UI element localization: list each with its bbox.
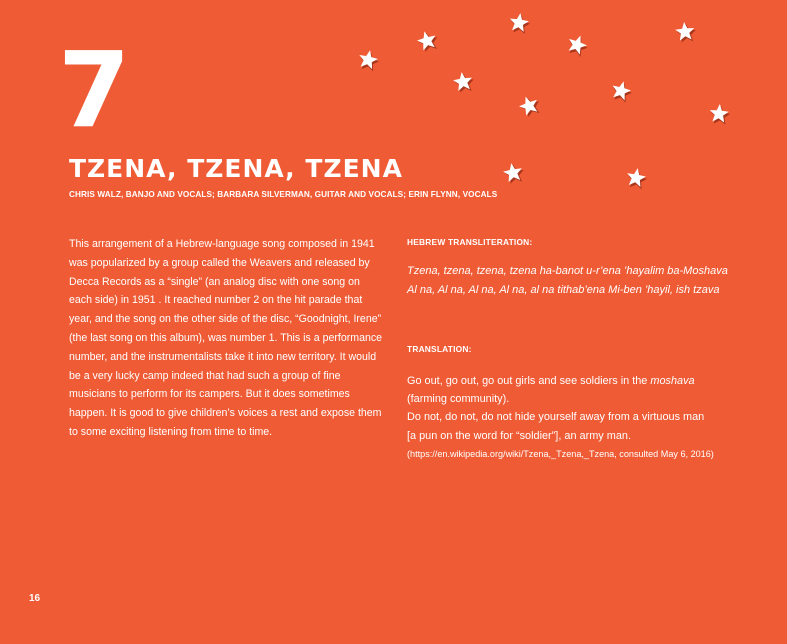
transliteration-text [407, 262, 767, 300]
star-icon [502, 161, 526, 184]
star-icon [508, 12, 531, 35]
translation-line: (farming community). [407, 393, 510, 406]
transliteration-line: Tzena, tzena, tzena, tzena ha-banot u-r’ena ’hayalim ba-Moshava [407, 265, 728, 277]
star-icon [415, 28, 440, 53]
song-description: This arrangement of a Hebrew-language song composed in 1941 was popularized by a group called the Weavers and released by Decca Records as a “single” (an analog disc with one song on each side) in 1951 . It reached number 2 on the hit parade that year, and the song on the other side of the disc, “Goodnight, Irene” (the last song on this album), was number 1. This is a performance number, and the instrumentalists take it into new territory. It would be a very lucky camp indeed that had such a group of fine musicians to perform for its campers. But it does sometimes happen. It is good to give children’s voices a rest and expose them to some exciting listening from time to time. [69, 238, 383, 438]
translation-label: TRANSLATION: [407, 344, 472, 354]
star-icon [565, 32, 591, 58]
star-icon [709, 103, 731, 125]
star-icon [517, 93, 543, 119]
moshava-term: moshava [650, 375, 695, 387]
star-icon [625, 167, 649, 190]
translation-line: [a pun on the word for “soldier”], an army man. [407, 429, 631, 442]
source-citation: (https://en.wikipedia.org/wiki/Tzena,_Tzena,_Tzena, consulted May 6, 2016) [407, 448, 714, 459]
transliteration-label: HEBREW TRANSLITERATION: [407, 237, 533, 247]
track-number: 7 [58, 29, 129, 151]
translation-line: Do not, do not, do not hide yourself away from a virtuous man [407, 411, 705, 424]
translation-line-text: Go out, go out, go out girls and see soldiers in the [407, 375, 651, 387]
page-number: 16 [29, 593, 41, 604]
star-icon [452, 71, 475, 94]
star-icon [675, 21, 697, 43]
translation-line [407, 372, 767, 390]
song-title: TZENA, TZENA, TZENA [69, 154, 403, 183]
transliteration-line: Al na, Al na, Al na, Al na, al na tithab’ena Mi-ben ’hayil, ish tzava [407, 284, 720, 296]
performer-credits: CHRIS WALZ, BANJO AND VOCALS; BARBARA SILVERMAN, GUITAR AND VOCALS; ERIN FLYNN, VOCALS [69, 190, 498, 199]
translation-text [407, 372, 767, 463]
star-icon [357, 48, 381, 72]
star-icon [609, 79, 634, 104]
